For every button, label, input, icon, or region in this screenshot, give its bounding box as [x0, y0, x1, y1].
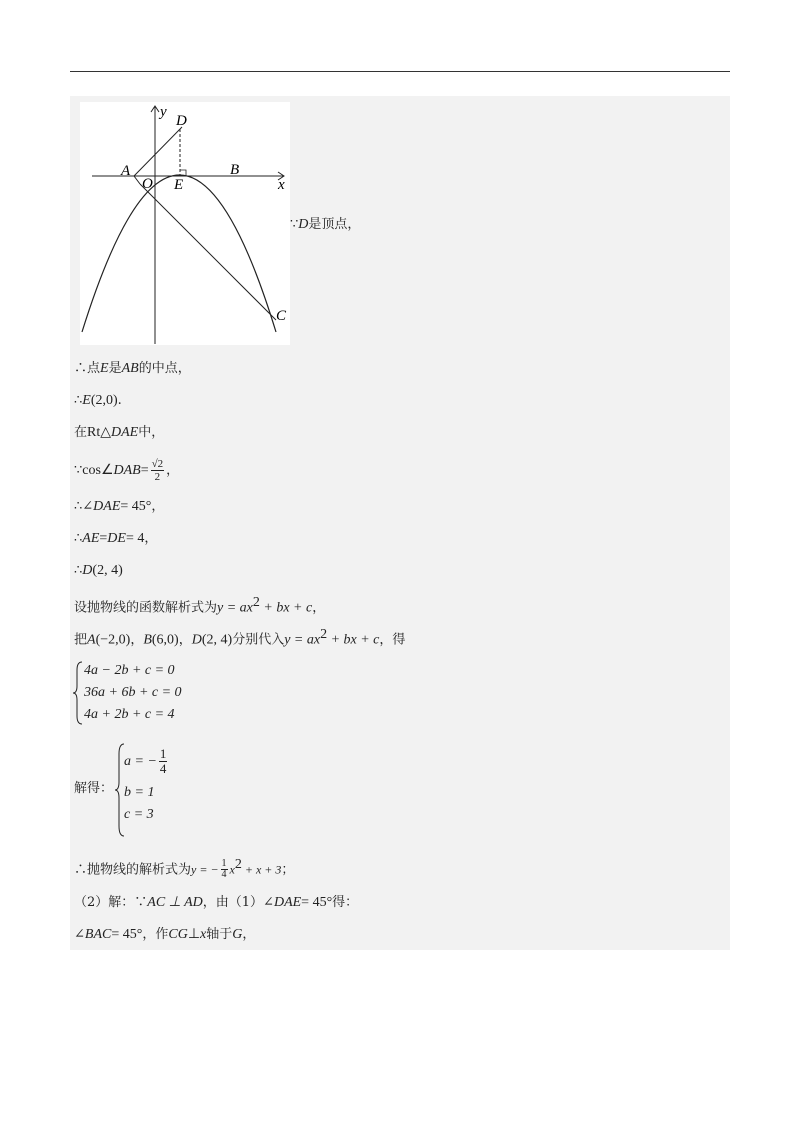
header-rule — [70, 71, 730, 72]
solve-label: 解得： — [74, 781, 114, 796]
line-right-triangle: 在Rt△DAE中， — [74, 425, 165, 440]
segment-AC — [140, 184, 276, 320]
fraction-sqrt2-over-2: $\frac{√2}{2}$ — [151, 458, 164, 483]
line-E-coords: ∴E(2,0). — [74, 393, 122, 408]
segment-A-corner — [134, 176, 140, 184]
parabola-curve — [82, 175, 276, 332]
solution-a: a = − — [124, 754, 157, 769]
line-parabola-form: 设抛物线的函数解析式为$y = ax^2$ + bx + c， — [74, 595, 326, 616]
label-y: y — [160, 104, 167, 120]
line-parabola-result: ∴抛物线的解析式为y = − $\frac{1}{4}$ $x^2 + x + 3$； — [74, 857, 295, 881]
equation-3: 4a + 2b + c = 4 — [84, 707, 175, 722]
line-D-coords: ∴D(2, 4) — [74, 563, 123, 578]
parabola-figure — [80, 102, 290, 345]
label-A: A — [121, 163, 131, 179]
line-part2: （2）解：∵AC ⊥ AD，由（1）∠DAE= 45°得： — [74, 895, 359, 910]
line-substitute: 把A(−2,0)，B(6,0)，D(2, 4)分别代入$y = ax^2$ + bx + c，得 — [74, 627, 406, 648]
label-x: x — [278, 177, 285, 193]
label-B: B — [230, 162, 240, 178]
line-cos: ∵cos∠DAB= $\frac{√2}{2}$ ， — [74, 458, 180, 483]
equation-1: 4a − 2b + c = 0 — [84, 663, 175, 678]
label-O: O — [142, 176, 153, 192]
line-midpoint: ∴点E是AB的中点， — [74, 361, 191, 376]
brace-left — [72, 660, 84, 726]
vertex-note: ∵D是顶点， — [290, 217, 361, 232]
line-angle-BAC: ∠BAC= 45°，作CG⊥x轴于G， — [74, 927, 256, 942]
solution-b: b = 1 — [124, 785, 155, 800]
segment-AD — [134, 127, 182, 176]
solution-values: a = − $\frac{1}{4}$ b = 1 c = 3 — [124, 744, 169, 826]
label-E: E — [174, 177, 184, 193]
line-angle-DAE: ∴∠DAE= 45°， — [74, 499, 165, 514]
solution-c: c = 3 — [124, 807, 154, 822]
parabola-diagram — [80, 102, 290, 345]
line-AE-DE: ∴AE=DE= 4， — [74, 531, 158, 546]
label-D: D — [176, 113, 187, 129]
equation-2: 36a + 6b + c = 0 — [84, 685, 182, 700]
label-C: C — [276, 308, 287, 324]
